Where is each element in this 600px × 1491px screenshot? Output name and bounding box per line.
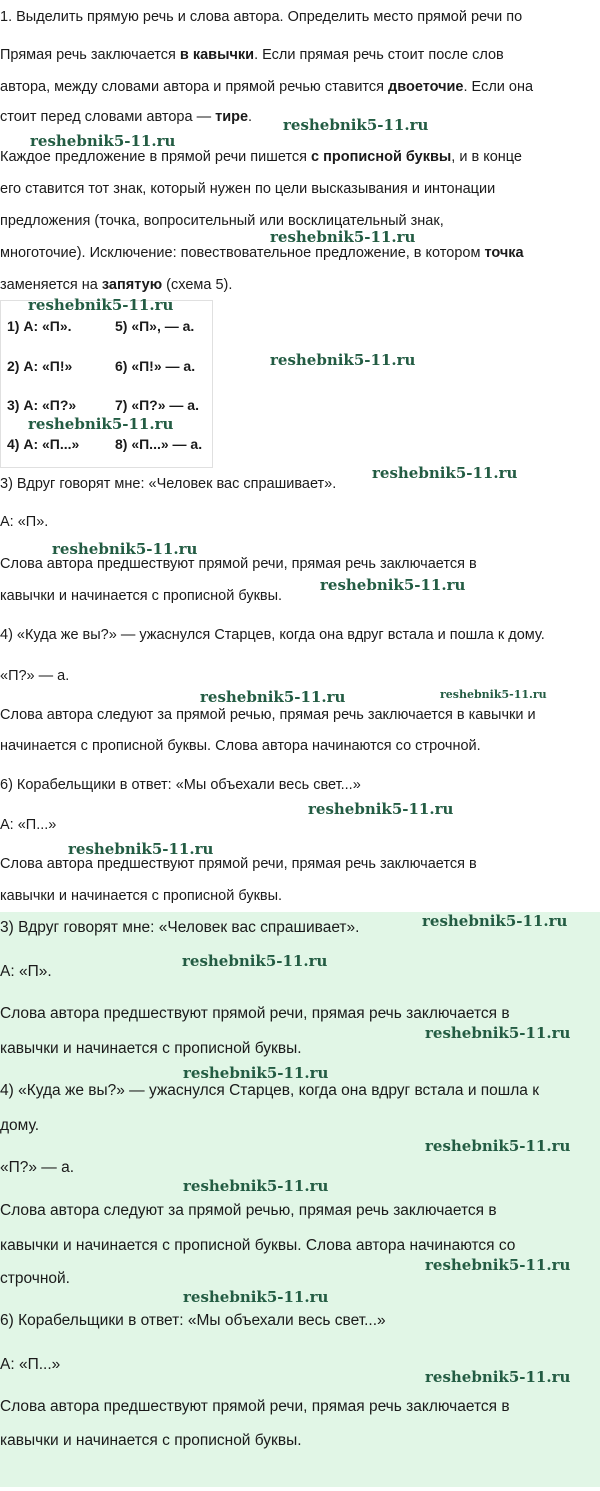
watermark: reshebnik5-11.ru	[183, 1177, 329, 1195]
scheme-cell: 5) «П», — а.	[115, 318, 195, 334]
scheme-answer: А: «П».	[0, 514, 49, 530]
watermark: reshebnik5-11.ru	[28, 415, 174, 433]
watermark: reshebnik5-11.ru	[425, 1137, 571, 1155]
watermark: reshebnik5-11.ru	[183, 1288, 329, 1306]
sentence-6: 6) Корабельщики в ответ: «Мы объехали весь свет...»	[0, 777, 361, 793]
scheme-cell: 3) А: «П?»	[7, 397, 77, 413]
rule-paragraph-line: Каждое предложение в прямой речи пишется с прописной буквы, и в конце	[0, 149, 522, 165]
sentence-3: 3) Вдруг говорят мне: «Человек вас спрашивает».	[0, 919, 360, 936]
sentence-4: 4) «Куда же вы?» — ужаснулся Старцев, когда она вдруг встала и пошла к дому.	[0, 627, 545, 643]
explanation-line: кавычки и начинается с прописной буквы. Слова автора начинаются со	[0, 1237, 516, 1254]
explanation-line: Слова автора предшествуют прямой речи, прямая речь заключается в	[0, 556, 477, 572]
watermark: reshebnik5-11.ru	[200, 688, 346, 706]
rule-paragraph-line: заменяется на запятую (схема 5).	[0, 277, 233, 293]
explanation-line: Слова автора предшествуют прямой речи, прямая речь заключается в	[0, 1005, 510, 1022]
scheme-cell: 4) А: «П...»	[7, 436, 80, 452]
explanation-line: Слова автора следуют за прямой речью, прямая речь заключается в	[0, 1202, 497, 1219]
watermark: reshebnik5-11.ru	[422, 912, 568, 930]
panel-bottom-edge	[0, 1487, 600, 1491]
explanation-line: Слова автора предшествуют прямой речи, прямая речь заключается в	[0, 856, 477, 872]
watermark: reshebnik5-11.ru	[52, 540, 198, 558]
scheme-cell: 6) «П!» — а.	[115, 358, 196, 374]
watermark: reshebnik5-11.ru	[372, 464, 518, 482]
rule-paragraph-line: стоит перед словами автора — тире.	[0, 109, 253, 125]
scheme-answer: А: «П».	[0, 963, 52, 980]
explanation-line: Слова автора предшествуют прямой речи, прямая речь заключается в	[0, 1398, 510, 1415]
watermark: reshebnik5-11.ru	[283, 116, 429, 134]
scheme-cell: 2) А: «П!»	[7, 358, 73, 374]
watermark: reshebnik5-11.ru	[425, 1256, 571, 1274]
watermark: reshebnik5-11.ru	[320, 576, 466, 594]
scheme-cell: 7) «П?» — а.	[115, 397, 199, 413]
rule-paragraph-line: автора, между словами автора и прямой речью ставится двоеточие. Если она	[0, 79, 534, 95]
watermark: reshebnik5-11.ru	[270, 351, 416, 369]
watermark: reshebnik5-11.ru	[425, 1368, 571, 1386]
watermark: reshebnik5-11.ru	[28, 296, 174, 314]
explanation-line: Слова автора следуют за прямой речью, прямая речь заключается в кавычки и	[0, 707, 536, 723]
explanation-line: кавычки и начинается с прописной буквы.	[0, 888, 283, 904]
scheme-cell: 8) «П...» — а.	[115, 436, 203, 452]
schemes-table	[0, 300, 213, 468]
scheme-cell: 1) А: «П».	[7, 318, 72, 334]
watermark: reshebnik5-11.ru	[182, 952, 328, 970]
explanation-line: кавычки и начинается с прописной буквы.	[0, 588, 283, 604]
scheme-answer: А: «П...»	[0, 1356, 61, 1373]
watermark: reshebnik5-11.ru	[270, 228, 416, 246]
watermark: reshebnik5-11.ru	[30, 132, 176, 150]
explanation-line: строчной.	[0, 1270, 70, 1287]
sentence-6: 6) Корабельщики в ответ: «Мы объехали весь свет...»	[0, 1312, 386, 1329]
rule-paragraph-line: многоточие). Исключение: повествовательное предложение, в котором точка	[0, 245, 524, 261]
scheme-answer: А: «П...»	[0, 817, 57, 833]
rule-paragraph-line: его ставится тот знак, который нужен по цели высказывания и интонации	[0, 181, 496, 197]
watermark: reshebnik5-11.ru	[425, 1024, 571, 1042]
sentence-4: 4) «Куда же вы?» — ужаснулся Старцев, когда она вдруг встала и пошла к	[0, 1082, 539, 1099]
watermark: reshebnik5-11.ru	[440, 688, 547, 701]
sentence-4-continued: дому.	[0, 1117, 39, 1134]
rule-paragraph-line: предложения (точка, вопросительный или восклицательный знак,	[0, 213, 444, 229]
scheme-answer: «П?» — а.	[0, 668, 70, 684]
explanation-line: начинается с прописной буквы. Слова автора начинаются со строчной.	[0, 738, 481, 754]
scheme-answer: «П?» — а.	[0, 1159, 75, 1176]
watermark: reshebnik5-11.ru	[183, 1064, 329, 1082]
sentence-3: 3) Вдруг говорят мне: «Человек вас спрашивает».	[0, 476, 337, 492]
rule-paragraph-line: Прямая речь заключается в кавычки. Если прямая речь стоит после слов	[0, 47, 504, 63]
explanation-line: кавычки и начинается с прописной буквы.	[0, 1432, 302, 1449]
watermark: reshebnik5-11.ru	[68, 840, 214, 858]
task-heading: 1. Выделить прямую речь и слова автора. Определить место прямой речи по	[0, 9, 523, 25]
watermark: reshebnik5-11.ru	[308, 800, 454, 818]
explanation-line: кавычки и начинается с прописной буквы.	[0, 1040, 302, 1057]
